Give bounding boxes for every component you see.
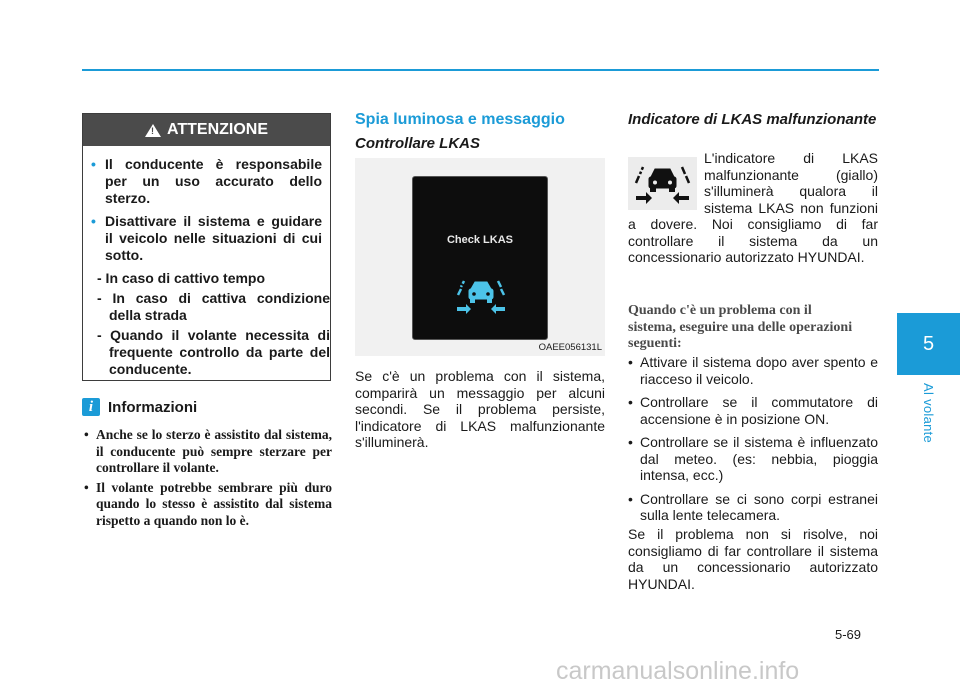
warning-item: • Disattivare il sistema e guidare il veicolo nelle situazioni di cui sotto. xyxy=(91,213,322,263)
problem-item: • Controllare se il commutatore di accensione è in posizione ON. xyxy=(628,394,878,427)
section-subheading: Controllare LKAS xyxy=(355,135,481,152)
warning-list xyxy=(91,156,322,264)
warning-title: ATTENZIONE xyxy=(166,121,269,138)
bullet-icon: • xyxy=(628,394,633,410)
info-title: Informazioni xyxy=(108,398,198,416)
bullet-icon: • xyxy=(628,354,633,370)
watermark-text: carmanualsonline.info xyxy=(556,657,800,685)
bullet-icon: • xyxy=(91,156,96,172)
bullet-icon: • xyxy=(628,434,633,450)
problem-list xyxy=(628,354,878,531)
warning-subitem: - In caso di cattivo tempo xyxy=(97,270,266,286)
warning-item: • Il conducente è responsabile per un uso accurato dello sterzo. xyxy=(91,156,322,206)
problem-heading: Quando c'è un problema con il sistema, eseguire una delle operazioni seguenti: xyxy=(628,303,853,351)
warning-header xyxy=(83,114,330,146)
bullet-icon: • xyxy=(628,490,633,507)
cluster-display xyxy=(412,176,548,340)
problem-item: • Controllare se il sistema è influenzato dal meteo. (es: nebbia, pioggia intensa, ecc.) xyxy=(628,434,878,483)
top-rule xyxy=(82,69,879,71)
chapter-title: Al volante xyxy=(921,383,936,444)
problem-item: • Attivare il sistema dopo aver spento e riacceso il veicolo. xyxy=(628,354,878,387)
bullet-icon: • xyxy=(84,479,89,495)
warning-box xyxy=(82,113,331,381)
indicator-text: L'indicatore di LKAS malfunzionante (giallo) s'illuminerà qualora il sistema LKAS non funzioni a dovere. Noi consigliamo di far controllare il sistema da un concessionario autorizzato HYUNDAI. xyxy=(628,150,878,265)
bullet-icon: • xyxy=(91,213,96,229)
warning-triangle-icon xyxy=(145,124,161,137)
warning-subitem: - In caso di cattiva condizione della strada xyxy=(97,290,330,323)
info-list xyxy=(82,427,332,532)
section-heading: Spia luminosa e messaggio xyxy=(355,111,565,128)
chapter-tab xyxy=(897,313,960,375)
problem-item: • Controllare se ci sono corpi estranei sulla lente telecamera. xyxy=(628,490,878,523)
info-heading xyxy=(82,398,197,416)
lkas-indicator-icon xyxy=(455,277,507,317)
display-message: Check LKAS xyxy=(446,234,514,246)
info-icon: i xyxy=(82,398,100,416)
final-paragraph: Se il problema non si risolve, noi consigliamo di far controllare il sistema da un concessionario autorizzato HYUNDAI. xyxy=(628,526,878,592)
section-paragraph: Se c'è un problema con il sistema, comparirà un messaggio per alcuni secondi. Se il problema persiste, l'indicatore di LKAS malfunzionante s'illuminerà. xyxy=(355,368,605,450)
cluster-figure xyxy=(355,158,605,356)
page-number: 5-69 xyxy=(835,627,862,642)
chapter-number: 5 xyxy=(922,332,935,355)
warning-subitem: - Quando il volante necessita di frequente controllo da parte del conducente. xyxy=(97,327,330,377)
bullet-icon: • xyxy=(84,427,89,442)
figure-code: OAEE056131L xyxy=(538,342,602,353)
indicator-heading: Indicatore di LKAS malfunzionante xyxy=(628,111,877,128)
info-item: • Il volante potrebbe sembrare più duro quando lo stesso è assistito dal sistema rispetto a quando non lo è. xyxy=(84,479,332,528)
icon-spacer xyxy=(628,150,704,215)
info-item: • Anche se lo sterzo è assistito dal sistema, il conducente può sempre sterzare per controllare il volante. xyxy=(84,427,332,475)
